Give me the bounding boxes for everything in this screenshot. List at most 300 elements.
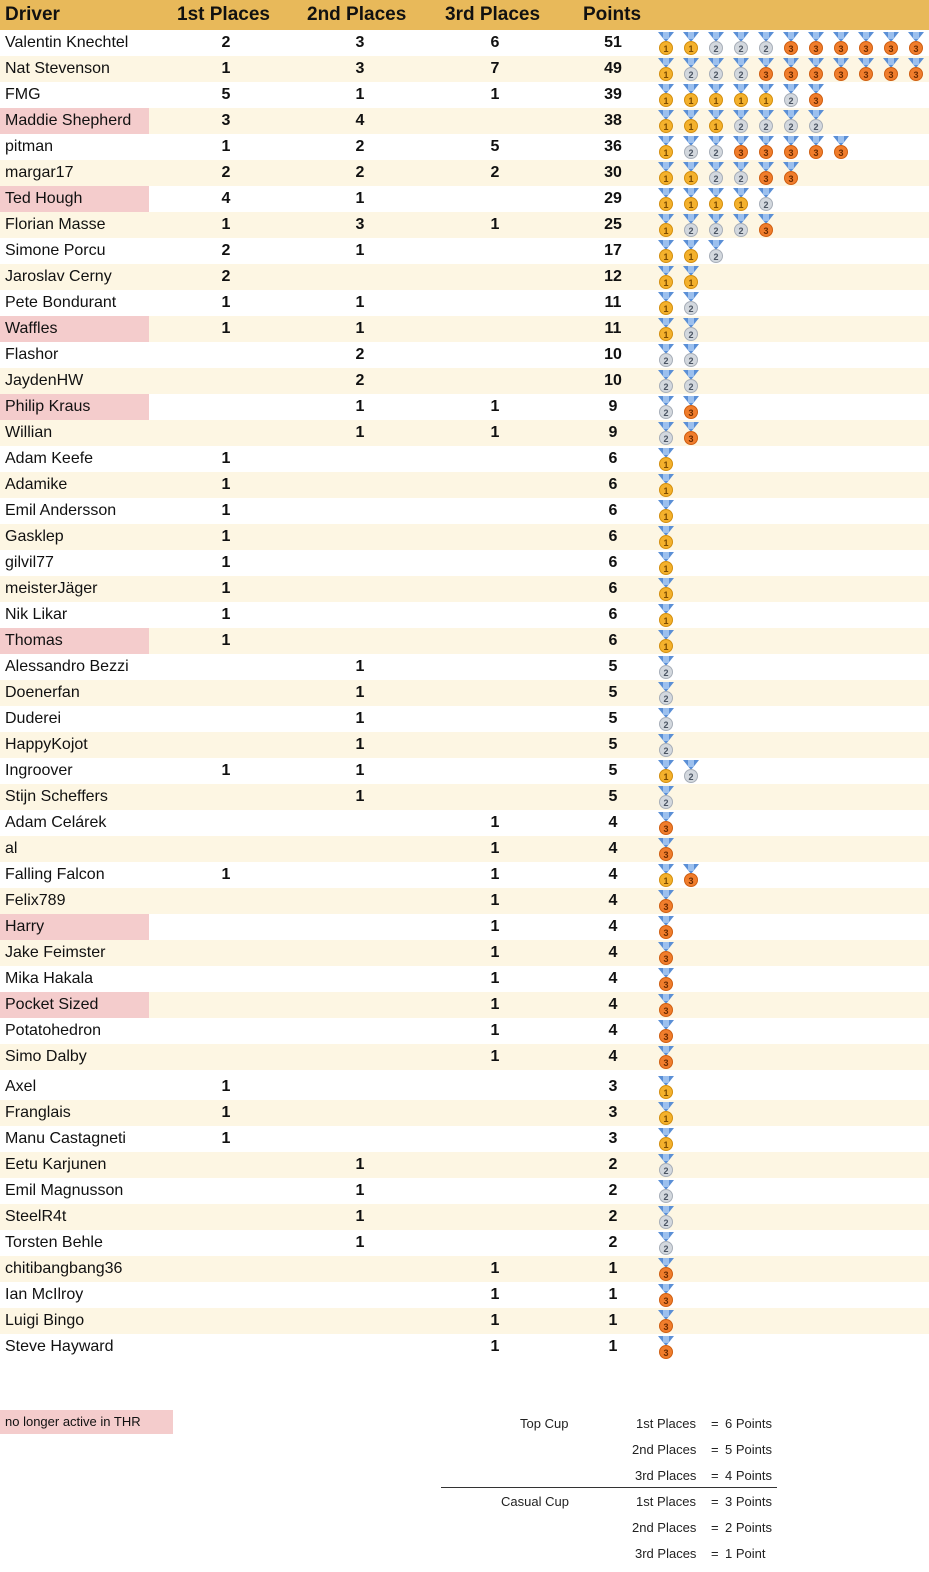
second-places-count bbox=[320, 1282, 400, 1308]
first-places-count: 1 bbox=[221, 502, 231, 519]
bronze-medal-icon: 3 bbox=[829, 32, 853, 56]
third-places-count: 1 bbox=[490, 866, 500, 883]
second-places-count: 3 bbox=[355, 34, 365, 51]
third-places-count: 1 bbox=[490, 1286, 500, 1303]
table-row bbox=[0, 550, 929, 576]
second-places-count: 2 bbox=[355, 138, 365, 155]
gold-medal-icon: 1 bbox=[654, 526, 678, 550]
gold-medal-icon: 1 bbox=[679, 32, 703, 56]
header-third-places: 3rd Places bbox=[445, 4, 541, 25]
points-value: 1 bbox=[608, 1260, 618, 1277]
second-places-count bbox=[320, 914, 400, 940]
driver-name: Mika Hakala bbox=[5, 970, 94, 987]
silver-medal-icon: 2 bbox=[654, 786, 678, 810]
driver-name: Alessandro Bezzi bbox=[5, 658, 129, 675]
gold-medal-icon: 1 bbox=[654, 136, 678, 160]
gold-medal-icon: 1 bbox=[704, 84, 728, 108]
second-places-count: 1 bbox=[355, 294, 365, 311]
silver-medal-icon: 2 bbox=[704, 58, 728, 82]
driver-name: Felix789 bbox=[5, 892, 66, 909]
table-row bbox=[0, 446, 929, 472]
silver-medal-icon: 2 bbox=[704, 214, 728, 238]
points-value: 6 bbox=[608, 554, 618, 571]
bronze-medal-icon: 3 bbox=[804, 84, 828, 108]
points-value: 12 bbox=[604, 268, 622, 285]
first-places-count: 2 bbox=[221, 164, 231, 181]
table-row bbox=[0, 758, 929, 784]
driver-name: Steve Hayward bbox=[5, 1338, 114, 1355]
first-places-count bbox=[186, 420, 266, 446]
gold-medal-icon: 1 bbox=[654, 318, 678, 342]
table-row bbox=[0, 966, 929, 992]
bronze-medal-icon: 3 bbox=[804, 136, 828, 160]
driver-name: Eetu Karjunen bbox=[5, 1156, 107, 1173]
points-value: 5 bbox=[608, 788, 618, 805]
silver-medal-icon: 2 bbox=[679, 292, 703, 316]
scoring-value: 6 Points bbox=[725, 1416, 772, 1431]
silver-medal-icon: 2 bbox=[654, 1232, 678, 1256]
second-places-count: 1 bbox=[355, 788, 365, 805]
header-driver: Driver bbox=[5, 4, 60, 25]
third-places-count: 1 bbox=[490, 814, 500, 831]
third-places-count: 1 bbox=[490, 996, 500, 1013]
third-places-count bbox=[455, 108, 535, 134]
driver-name: Harry bbox=[0, 914, 149, 940]
table-row bbox=[0, 238, 929, 264]
driver-name: Potatohedron bbox=[5, 1022, 102, 1039]
second-places-count: 1 bbox=[355, 86, 365, 103]
gold-medal-icon: 1 bbox=[704, 188, 728, 212]
first-places-count: 3 bbox=[221, 112, 231, 129]
gold-medal-icon: 1 bbox=[654, 552, 678, 576]
third-places-count bbox=[455, 1100, 535, 1126]
scoring-equals: = bbox=[711, 1468, 719, 1483]
silver-medal-icon: 2 bbox=[679, 136, 703, 160]
table-row bbox=[0, 1256, 929, 1282]
third-places-count bbox=[455, 1152, 535, 1178]
points-value: 51 bbox=[604, 34, 622, 51]
points-value: 25 bbox=[604, 216, 622, 233]
silver-medal-icon: 2 bbox=[654, 344, 678, 368]
driver-name: Philip Kraus bbox=[0, 394, 149, 420]
first-places-count bbox=[186, 940, 266, 966]
third-places-count: 1 bbox=[490, 1338, 500, 1355]
third-places-count: 1 bbox=[490, 840, 500, 857]
second-places-count bbox=[320, 1074, 400, 1100]
points-value: 1 bbox=[608, 1286, 618, 1303]
second-places-count bbox=[320, 1044, 400, 1070]
casual-cup-label: Casual Cup bbox=[501, 1494, 569, 1509]
third-places-count bbox=[455, 290, 535, 316]
table-row bbox=[0, 810, 929, 836]
bronze-medal-icon: 3 bbox=[904, 58, 928, 82]
driver-name: Adam Keefe bbox=[5, 450, 94, 467]
points-value: 6 bbox=[608, 502, 618, 519]
gold-medal-icon: 1 bbox=[679, 162, 703, 186]
first-places-count: 1 bbox=[221, 320, 231, 337]
driver-name: SteelR4t bbox=[5, 1208, 67, 1225]
third-places-count bbox=[455, 472, 535, 498]
driver-name: pitman bbox=[5, 138, 54, 155]
driver-name: Duderei bbox=[5, 710, 62, 727]
first-places-count bbox=[186, 342, 266, 368]
driver-name: JaydenHW bbox=[5, 372, 84, 389]
gold-medal-icon: 1 bbox=[654, 500, 678, 524]
second-places-count bbox=[320, 264, 400, 290]
driver-name: Maddie Shepherd bbox=[0, 108, 149, 134]
driver-name: Willian bbox=[5, 424, 53, 441]
gold-medal-icon: 1 bbox=[704, 110, 728, 134]
third-places-count: 1 bbox=[490, 398, 500, 415]
table-row bbox=[0, 992, 929, 1018]
third-places-count bbox=[455, 758, 535, 784]
driver-name: Simo Dalby bbox=[5, 1048, 87, 1065]
silver-medal-icon: 2 bbox=[654, 1206, 678, 1230]
scoring-equals: = bbox=[711, 1520, 719, 1535]
second-places-count: 1 bbox=[355, 684, 365, 701]
gold-medal-icon: 1 bbox=[679, 266, 703, 290]
scoring-place: 2nd Places bbox=[632, 1442, 697, 1457]
first-places-count: 1 bbox=[221, 450, 231, 467]
gold-medal-icon: 1 bbox=[654, 240, 678, 264]
second-places-count bbox=[320, 1308, 400, 1334]
third-places-count: 1 bbox=[490, 1048, 500, 1065]
silver-medal-icon: 2 bbox=[654, 708, 678, 732]
table-row bbox=[0, 706, 929, 732]
bronze-medal-icon: 3 bbox=[654, 1336, 678, 1360]
silver-medal-icon: 2 bbox=[754, 32, 778, 56]
bronze-medal-icon: 3 bbox=[679, 396, 703, 420]
driver-name: Ingroover bbox=[5, 762, 73, 779]
silver-medal-icon: 2 bbox=[679, 370, 703, 394]
third-places-count bbox=[455, 498, 535, 524]
third-places-count: 1 bbox=[490, 1312, 500, 1329]
table-row bbox=[0, 290, 929, 316]
table-row bbox=[0, 836, 929, 862]
gold-medal-icon: 1 bbox=[654, 1076, 678, 1100]
points-value: 2 bbox=[608, 1156, 618, 1173]
first-places-count bbox=[186, 706, 266, 732]
points-value: 5 bbox=[608, 658, 618, 675]
gold-medal-icon: 1 bbox=[654, 214, 678, 238]
gold-medal-icon: 1 bbox=[654, 32, 678, 56]
third-places-count: 6 bbox=[490, 34, 500, 51]
scoring-divider bbox=[441, 1487, 777, 1488]
second-places-count bbox=[320, 992, 400, 1018]
gold-medal-icon: 1 bbox=[654, 110, 678, 134]
gold-medal-icon: 1 bbox=[654, 474, 678, 498]
table-row bbox=[0, 862, 929, 888]
points-value: 4 bbox=[608, 840, 618, 857]
second-places-count: 1 bbox=[355, 762, 365, 779]
first-places-count: 1 bbox=[221, 632, 231, 649]
scoring-equals: = bbox=[711, 1546, 719, 1561]
silver-medal-icon: 2 bbox=[679, 318, 703, 342]
scoring-value: 1 Point bbox=[725, 1546, 766, 1561]
points-value: 4 bbox=[608, 1048, 618, 1065]
points-value: 5 bbox=[608, 762, 618, 779]
first-places-count bbox=[186, 1018, 266, 1044]
first-places-count bbox=[186, 1152, 266, 1178]
points-value: 6 bbox=[608, 606, 618, 623]
driver-name: Axel bbox=[5, 1078, 37, 1095]
first-places-count bbox=[186, 966, 266, 992]
driver-name: Ian McIlroy bbox=[5, 1286, 84, 1303]
table-row bbox=[0, 30, 929, 56]
driver-name: gilvil77 bbox=[5, 554, 54, 571]
gold-medal-icon: 1 bbox=[754, 84, 778, 108]
silver-medal-icon: 2 bbox=[654, 682, 678, 706]
table-header bbox=[0, 0, 929, 30]
first-places-count bbox=[186, 784, 266, 810]
silver-medal-icon: 2 bbox=[754, 188, 778, 212]
points-value: 3 bbox=[608, 1104, 618, 1121]
first-places-count bbox=[186, 1178, 266, 1204]
table-row bbox=[0, 784, 929, 810]
header-first-places: 1st Places bbox=[177, 4, 270, 25]
first-places-count: 2 bbox=[221, 34, 231, 51]
first-places-count: 1 bbox=[221, 216, 231, 233]
driver-name: Torsten Behle bbox=[5, 1234, 103, 1251]
first-places-count bbox=[186, 394, 266, 420]
points-value: 6 bbox=[608, 450, 618, 467]
bronze-medal-icon: 3 bbox=[654, 916, 678, 940]
silver-medal-icon: 2 bbox=[654, 396, 678, 420]
bronze-medal-icon: 3 bbox=[879, 32, 903, 56]
points-value: 29 bbox=[604, 190, 622, 207]
silver-medal-icon: 2 bbox=[654, 1180, 678, 1204]
silver-medal-icon: 2 bbox=[654, 656, 678, 680]
scoring-value: 3 Points bbox=[725, 1494, 772, 1509]
second-places-count bbox=[320, 498, 400, 524]
third-places-count bbox=[455, 602, 535, 628]
first-places-count bbox=[186, 810, 266, 836]
points-value: 30 bbox=[604, 164, 622, 181]
second-places-count: 1 bbox=[355, 1182, 365, 1199]
table-row bbox=[0, 680, 929, 706]
driver-name: Luigi Bingo bbox=[5, 1312, 85, 1329]
scoring-value: 4 Points bbox=[725, 1468, 772, 1483]
table-row bbox=[0, 212, 929, 238]
points-value: 3 bbox=[608, 1078, 618, 1095]
silver-medal-icon: 2 bbox=[679, 214, 703, 238]
gold-medal-icon: 1 bbox=[729, 84, 753, 108]
gold-medal-icon: 1 bbox=[654, 864, 678, 888]
silver-medal-icon: 2 bbox=[804, 110, 828, 134]
points-value: 38 bbox=[604, 112, 622, 129]
first-places-count bbox=[186, 680, 266, 706]
second-places-count bbox=[320, 862, 400, 888]
second-places-count: 1 bbox=[355, 736, 365, 753]
second-places-count: 1 bbox=[355, 1156, 365, 1173]
bronze-medal-icon: 3 bbox=[779, 58, 803, 82]
silver-medal-icon: 2 bbox=[654, 1154, 678, 1178]
third-places-count bbox=[455, 1204, 535, 1230]
points-value: 5 bbox=[608, 736, 618, 753]
bronze-medal-icon: 3 bbox=[754, 162, 778, 186]
driver-name: Franglais bbox=[5, 1104, 71, 1121]
gold-medal-icon: 1 bbox=[654, 760, 678, 784]
second-places-count bbox=[320, 576, 400, 602]
first-places-count: 1 bbox=[221, 60, 231, 77]
bronze-medal-icon: 3 bbox=[654, 942, 678, 966]
points-value: 4 bbox=[608, 1022, 618, 1039]
first-places-count bbox=[186, 732, 266, 758]
third-places-count: 1 bbox=[490, 424, 500, 441]
header-points: Points bbox=[583, 4, 642, 25]
bronze-medal-icon: 3 bbox=[654, 838, 678, 862]
second-places-count bbox=[320, 472, 400, 498]
third-places-count bbox=[455, 1126, 535, 1152]
scoring-place: 1st Places bbox=[636, 1416, 696, 1431]
table-row bbox=[0, 1282, 929, 1308]
third-places-count bbox=[455, 784, 535, 810]
third-places-count bbox=[455, 732, 535, 758]
table-row bbox=[0, 628, 929, 654]
third-places-count: 1 bbox=[490, 944, 500, 961]
gold-medal-icon: 1 bbox=[654, 630, 678, 654]
gold-medal-icon: 1 bbox=[654, 84, 678, 108]
second-places-count bbox=[320, 550, 400, 576]
third-places-count bbox=[455, 1074, 535, 1100]
points-value: 17 bbox=[604, 242, 622, 259]
first-places-count: 4 bbox=[221, 190, 231, 207]
table-row bbox=[0, 56, 929, 82]
first-places-count bbox=[186, 1256, 266, 1282]
silver-medal-icon: 2 bbox=[654, 370, 678, 394]
second-places-count: 1 bbox=[355, 658, 365, 675]
first-places-count bbox=[186, 1282, 266, 1308]
second-places-count bbox=[320, 940, 400, 966]
first-places-count: 2 bbox=[221, 242, 231, 259]
bronze-medal-icon: 3 bbox=[879, 58, 903, 82]
third-places-count bbox=[455, 680, 535, 706]
silver-medal-icon: 2 bbox=[729, 214, 753, 238]
driver-name: al bbox=[5, 840, 18, 857]
first-places-count: 1 bbox=[221, 1130, 231, 1147]
first-places-count: 1 bbox=[221, 294, 231, 311]
scoring-place: 2nd Places bbox=[632, 1520, 697, 1535]
points-value: 2 bbox=[608, 1182, 618, 1199]
silver-medal-icon: 2 bbox=[654, 422, 678, 446]
inactive-legend: no longer active in THR bbox=[0, 1410, 173, 1434]
driver-name: Waffles bbox=[0, 316, 149, 342]
third-places-count bbox=[455, 706, 535, 732]
table-row bbox=[0, 1230, 929, 1256]
silver-medal-icon: 2 bbox=[729, 162, 753, 186]
points-value: 1 bbox=[608, 1312, 618, 1329]
driver-name: Flashor bbox=[5, 346, 59, 363]
second-places-count: 2 bbox=[355, 372, 365, 389]
driver-name: Falling Falcon bbox=[5, 866, 105, 883]
third-places-count: 1 bbox=[490, 1260, 500, 1277]
gold-medal-icon: 1 bbox=[654, 1102, 678, 1126]
bronze-medal-icon: 3 bbox=[654, 1258, 678, 1282]
third-places-count bbox=[455, 186, 535, 212]
driver-name: margar17 bbox=[5, 164, 74, 181]
driver-name: Pete Bondurant bbox=[5, 294, 117, 311]
driver-name: Ted Hough bbox=[0, 186, 149, 212]
points-value: 6 bbox=[608, 528, 618, 545]
table-row bbox=[0, 1126, 929, 1152]
points-value: 11 bbox=[604, 294, 622, 311]
table-row bbox=[0, 1100, 929, 1126]
second-places-count bbox=[320, 836, 400, 862]
first-places-count bbox=[186, 1204, 266, 1230]
table-row bbox=[0, 498, 929, 524]
bronze-medal-icon: 3 bbox=[754, 214, 778, 238]
first-places-count: 1 bbox=[221, 866, 231, 883]
first-places-count bbox=[186, 1044, 266, 1070]
bronze-medal-icon: 3 bbox=[679, 864, 703, 888]
silver-medal-icon: 2 bbox=[704, 240, 728, 264]
points-value: 6 bbox=[608, 632, 618, 649]
points-value: 6 bbox=[608, 476, 618, 493]
header-second-places: 2nd Places bbox=[307, 4, 407, 25]
bronze-medal-icon: 3 bbox=[654, 968, 678, 992]
silver-medal-icon: 2 bbox=[754, 110, 778, 134]
silver-medal-icon: 2 bbox=[729, 58, 753, 82]
first-places-count: 1 bbox=[221, 1104, 231, 1121]
second-places-count: 3 bbox=[355, 60, 365, 77]
third-places-count: 1 bbox=[490, 970, 500, 987]
second-places-count: 1 bbox=[355, 190, 365, 207]
third-places-count bbox=[455, 1230, 535, 1256]
driver-name: Jaroslav Cerny bbox=[5, 268, 112, 285]
table-row bbox=[0, 368, 929, 394]
points-value: 10 bbox=[604, 372, 622, 389]
bronze-medal-icon: 3 bbox=[654, 1020, 678, 1044]
second-places-count bbox=[320, 1334, 400, 1360]
gold-medal-icon: 1 bbox=[654, 1128, 678, 1152]
table-row bbox=[0, 1152, 929, 1178]
third-places-count bbox=[455, 368, 535, 394]
second-places-count bbox=[320, 524, 400, 550]
points-value: 10 bbox=[604, 346, 622, 363]
first-places-count: 1 bbox=[221, 554, 231, 571]
gold-medal-icon: 1 bbox=[729, 188, 753, 212]
bronze-medal-icon: 3 bbox=[804, 58, 828, 82]
bronze-medal-icon: 3 bbox=[654, 1310, 678, 1334]
driver-name: Stijn Scheffers bbox=[5, 788, 108, 805]
second-places-count: 1 bbox=[355, 424, 365, 441]
driver-name: FMG bbox=[5, 86, 41, 103]
first-places-count bbox=[186, 914, 266, 940]
scoring-place: 3rd Places bbox=[635, 1546, 697, 1561]
scoring-place: 3rd Places bbox=[635, 1468, 697, 1483]
points-value: 4 bbox=[608, 996, 618, 1013]
driver-name: Nik Likar bbox=[5, 606, 68, 623]
bronze-medal-icon: 3 bbox=[829, 136, 853, 160]
driver-name: Jake Feimster bbox=[5, 944, 106, 961]
scoring-equals: = bbox=[711, 1416, 719, 1431]
gold-medal-icon: 1 bbox=[654, 448, 678, 472]
first-places-count: 1 bbox=[221, 1078, 231, 1095]
bronze-medal-icon: 3 bbox=[654, 1046, 678, 1070]
third-places-count: 1 bbox=[490, 892, 500, 909]
third-places-count: 1 bbox=[490, 1022, 500, 1039]
points-value: 5 bbox=[608, 710, 618, 727]
table-row bbox=[0, 394, 929, 420]
driver-name: chitibangbang36 bbox=[5, 1260, 123, 1277]
second-places-count bbox=[320, 888, 400, 914]
table-row bbox=[0, 576, 929, 602]
driver-name: Nat Stevenson bbox=[5, 60, 110, 77]
silver-medal-icon: 2 bbox=[704, 162, 728, 186]
gold-medal-icon: 1 bbox=[654, 266, 678, 290]
bronze-medal-icon: 3 bbox=[829, 58, 853, 82]
third-places-count bbox=[455, 654, 535, 680]
